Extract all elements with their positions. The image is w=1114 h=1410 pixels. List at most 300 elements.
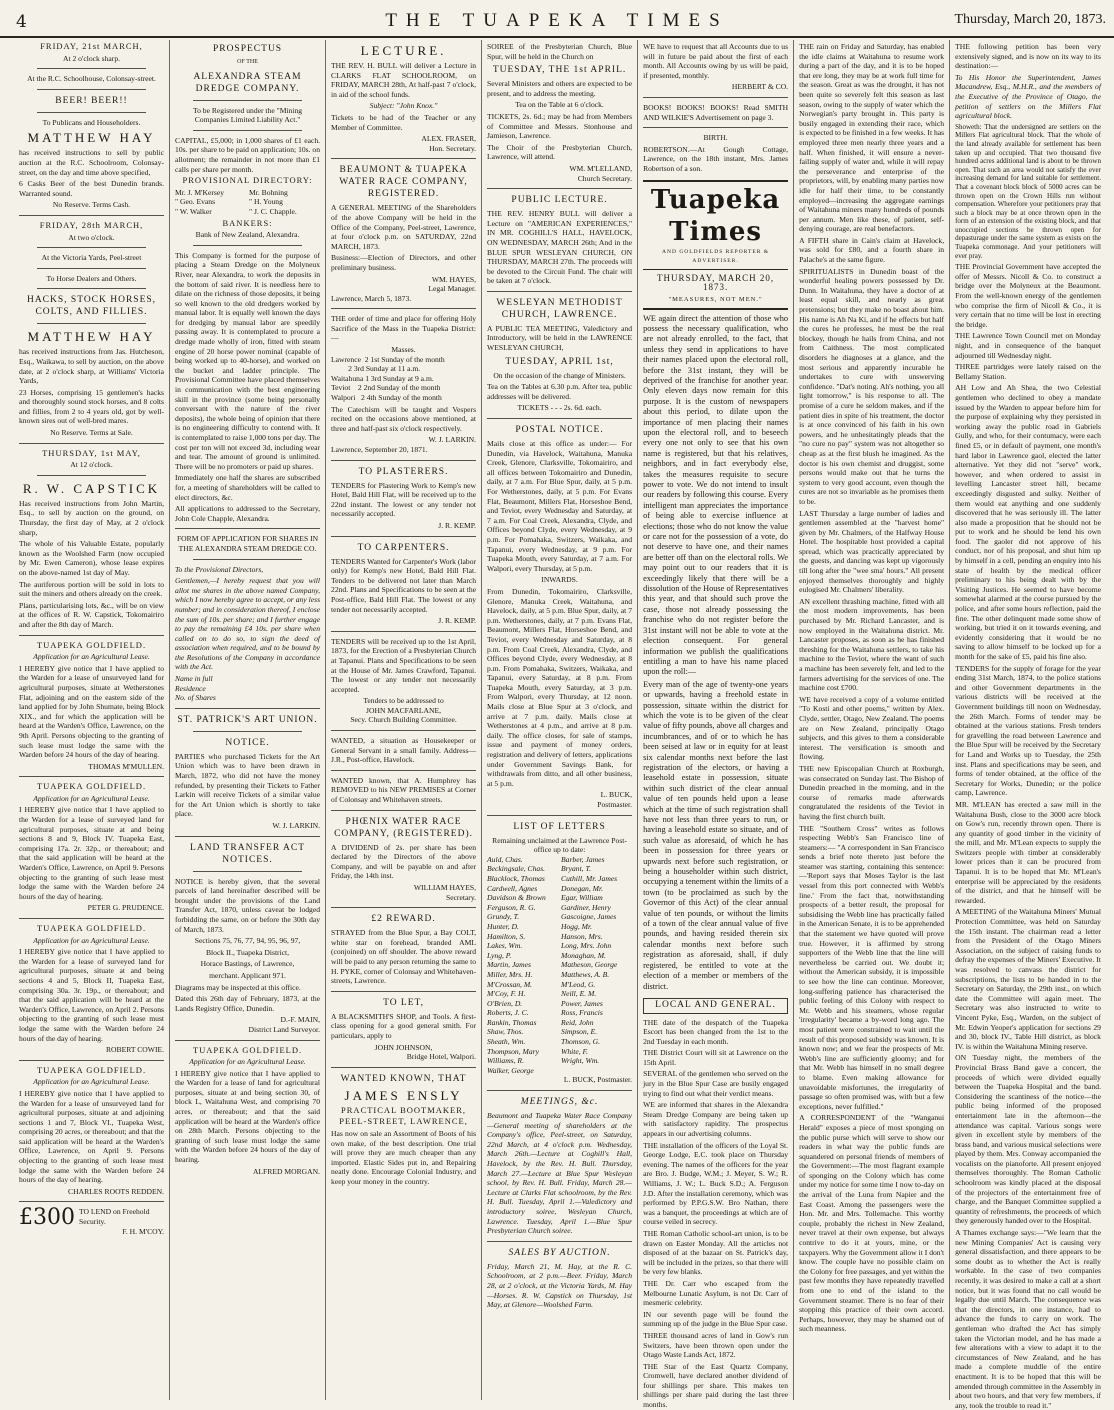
lecture-signature: ALEX. FRASER, [421, 134, 477, 144]
newspaper-title: THE TUAPEKA TIMES [385, 10, 729, 31]
letter-addressee: Martin, James [487, 960, 531, 970]
divider [193, 130, 302, 131]
letters-row [487, 884, 632, 894]
wesleyan-tea: Tea on the Tables at 6.30 p.m. After tea, public addresses will be delivered. [487, 382, 633, 401]
capstick-body-4: Plans, particularising lots, &c., will be on view at the offices of R. W. Capstick, Tokomairiro and after the 8th day of March. [19, 600, 165, 629]
herbert-signature: HERBERT & CO. [731, 82, 789, 92]
to-let-body: A BLACKSMITH'S SHOP, and Tools. A first-class opening for a good general smith. For particulars, apply to [331, 1011, 477, 1040]
news-paragraph: THE new Episcopalian Church at Roxburgh, was consecrated on Sunday last. The Bishop of Dunedin preached in the morning, and in the course of remarks made afterwards congratulated the residents of the Teviot in having the first church built. [799, 763, 945, 821]
gold-heading: TUAPEKA GOLDFIELD. [192, 1044, 303, 1055]
letter-addressee: Long, Mrs. John [561, 941, 612, 951]
auctioneer-name: MATTHEW HAY [27, 130, 156, 146]
column-6 [794, 40, 950, 1400]
mass-row: 2 3rd Sunday at 11 a.m. [331, 364, 421, 374]
letters-list [487, 855, 632, 1076]
divider [487, 188, 632, 189]
letters-row [487, 912, 632, 922]
prospectus-heading: PROSPECTUS [212, 44, 283, 54]
masthead-motto: "MEASURES, NOT MEN." [643, 295, 788, 310]
books-notice: BOOKS! BOOKS! BOOKS! Read SMITH AND WILKIE'S Advertisement on page 3. [643, 102, 789, 122]
prospectus-of-the: OF THE [237, 59, 258, 65]
sale1-terms: No Reserve. Terms Cash. [52, 200, 131, 210]
divider [643, 127, 788, 128]
gold2-subheading: Application for an Agricultural Lease. [33, 793, 150, 803]
ensly-body: Has now on sale an Assortment of Boots of his own make, of the best description. One trial will prove they are much cheaper than any imported. Elastic Sides put in, and Repairing neatly done. Encourage Colonial Industry, and keep your money in the country. [331, 1128, 477, 1186]
divider [487, 418, 632, 419]
land-sections: Sections 75, 76, 77, 94, 95, 96, 97, [194, 936, 301, 946]
capstick-body: Has received instructions from John Martin, Esq., to sell by auction on the ground, on Thursday, the first day of May, at 2 o'clock sharp, [19, 498, 165, 537]
local-item: SEVERAL of the gentlemen who served on the jury in the Blue Spur Case are busily engaged trying to find out what their verdict means. [643, 1069, 789, 1098]
letter-addressee: M'Crossan, M. [487, 979, 533, 989]
letter-addressee: M'Coy, F. H. [487, 989, 526, 999]
gold1-subheading: Application for an Agricultural Lease. [33, 652, 150, 662]
local-item: THE Roman Catholic school-art union, is to be drawn on Easter Monday. All the articles not disposed of at the bazaar on St. Patrick's day, will be included in the prizes, so that there will be very few blanks. [643, 1228, 789, 1277]
bankers-name: Bank of New Zealand, Alexandra. [195, 230, 300, 240]
sale2-heading: HACKS, STOCK HORSES, COLTS, AND FILLIES. [26, 295, 157, 318]
postal-notice-heading: POSTAL NOTICE. [515, 425, 604, 436]
phoenix-signature-title: Secretary. [445, 892, 477, 902]
water-race-business: Business:—Election of Directors, and other preliminary business. [331, 253, 477, 272]
divider [19, 215, 164, 216]
letter-addressee: White, F. [561, 1046, 589, 1056]
news-paragraph: THE "Southern Cross" writes as follows respecting Webb's San Francisco line of steamers:— "A correspondent in San Francisco sends a brief note thereto just before the steamer was starting, containing this sentence:—'Report says that Moses Taylor is the last vessel from this port connected with Webb's line.' From the fact that, notwithstanding prospects of a better result, the proposal for subsidising the Webb line has practically failed in the American Senate, it is to be apprehended that the statement we have quoted will prove true. However, it is affirmed by strong supporters of the Webb line that the line will nevertheless be carried out. We doubt it; without the American subsidy, it is impossible to see how the line can continue. Moreover, long-suffering patience has characterised the public feeling of this Colony with respect to Mr. Webb and his steamers, whose regular 'irregularity' became a by-word long ago. The most patient were constrained to wait until the result of this proposed subsidy was known. It is known now; and we fear the prospects of Mr. Webb's line are sufficiently gloomy; and for that Mr. Webb has himself in no small degree to blame. Even making allowance for unavoidable misfortunes, the irregularity of passage so often promised was, with but a few exceptions, never fulfilled." [799, 823, 945, 1111]
gold-subheading: Application for an Agricultural Lease. [189, 1057, 306, 1067]
letter-addressee: Rankin, Thomas [487, 1017, 537, 1027]
letters-row [487, 951, 632, 961]
divider [175, 1040, 320, 1041]
divider [331, 158, 476, 159]
gold1-body: I HEREBY give notice that I have applied to the Warden for a lease of unsurveyed land for agricultural purposes, situate at Wetherstones Flat, adjoining and on the eastern side of the land applied for by John Shumate, being Block XIX., and for which the application will be heard at the Warden's Office, Lawrence, on the 9th April. Persons objecting to the granting of such lease must lodge the same with the Warden before 24 hours of the day of hearing. [19, 663, 165, 760]
director: " W. Walker [175, 206, 212, 216]
directors-row [175, 197, 320, 207]
news-paragraph: AN excellent thrashing machine, fitted with all the most modern improvements, has been purchased by Mr. Richard Lancaster, and is now employed in the Waitahuna district. Mr. Lancaster proposes, as soon as he has finished threshing for the Waitahuna settlers, to take his machine to the Teviot, where the want of such a machine has been severely felt, and led to the farmers advertising for the services of one. The machine cost £700. [799, 596, 945, 693]
divider [19, 1060, 164, 1061]
gold-body: I HEREBY give notice that I have applied to the Warden for a lease of land for agricultural purposes, situate at and being section 30, of block L, Waitahuna West, and comprising 70 acres, or thereabout; and that the said application will be heard at the Warden's office on 28th March. Persons objecting to the granting of such lease must lodge the same with the Warden before 24 hours of the day of hearing. [175, 1068, 321, 1165]
form-heading: FORM OF APPLICATION FOR SHARES IN THE ALEXANDRA STEAM DREDGE CO. [176, 534, 319, 553]
birth-heading: BIRTH. [703, 133, 728, 143]
news-paragraph: MR. M'LEAN has erected a saw mill in the Waitahuna Bush, close to the 3000 acre block on Gow's run, recently thrown open. There is any quantity of good timber in the vicinity of the mill, and Mr. M'Lean expects to supply the Switzers people with timber at considerably lower prices than it can be procured from Tapanui. It is to be hoped that Mr. M'Lean's enterprise will be appreciated by the residents of the district, and that he himself will be rewarded. [955, 799, 1101, 905]
herbert-notice: WE have to request that all Accounts due to us will in future be paid about the first of each month. All Accounts owing by us will be paid, if presented, monthly. [643, 42, 789, 80]
letter-addressee: Thompson, Mary [487, 1046, 539, 1056]
masthead-title: Tuapeka Times [643, 180, 788, 248]
land-block: Block II., Tuapeka District, [205, 947, 290, 957]
directors-row [175, 207, 320, 217]
letter-addressee: Williams, R. [487, 1056, 524, 1066]
local-and-general-heading: LOCAL AND GENERAL. [643, 998, 788, 1014]
letters-row [487, 941, 632, 951]
capstick-body-2: The whole of his Valuable Estate, popularly known as the Woolshed Farm (now occupied by Mr. Ewen Cameron), whose lease expires on the above-named 1st day of May. [19, 539, 165, 577]
news-paragraph: A CORRESPONDENT of the "Wanganui Herald" exposes a piece of most sponging on the public purse which will serve to show our readers in what way the public funds are squandered on personal friends of members of the Government:—The most flagrant example of sponging on the Colony which has come under my notice for some time I now to-day on the arrival of the Luna from Napier and the East Coast. Among the passengers were the Hon. Mr. and Mrs. Tollemache. This worthy couple, probably the richest in New Zealand, never travel at their own expense, but always contrive to do it at yours, mine, or the taxpayers. Why the Government allow it I don't know. The couple have no possible claim on the Colony for free passages, and yet within the past few months they have repeatedly travelled from one to end of the island to the Government steamer. There is no fear of their stopping this practice of their own accord. Perhaps, however, they may be shamed out of such meanness. [799, 1113, 945, 1334]
sale2-time: At two o'clock. [68, 232, 115, 242]
divider [331, 730, 476, 731]
form-name-field: Name in full [175, 674, 213, 684]
land-transfer-heading: LAND TRANSFER ACT NOTICES. [190, 842, 306, 865]
prospectus-body-2: Immediately one half the shares are subscribed for, a meeting of shareholders will be called to elect directors, &c. [175, 473, 321, 502]
gold3-body: I HEREBY give notice that I have applied to the Warden for a lease of surveyed land for agricultural purposes, situate at and being sections 4 and 5, Block II, Tuapeka East, comprising 30a. 3r. 19p., or thereabout; and that the said application will be heard at the Warden's Office, Lawrence, on April 2. Persons objecting to the granting of such lease must lodge the same with the Warden before 24 hours of the day of hearing. [19, 947, 165, 1043]
divider [331, 770, 476, 771]
postal-signature-title: Postmaster. [597, 800, 633, 809]
sale2-date: FRIDAY, 28th MARCH, [39, 219, 144, 230]
local-item: THE installation of the officers of the Loyal St. George Lodge, E.C. took place on Thursday evening. The names of the officers for the year are Bro. J. Budge, W.M.; J. Meyer, S. W.; R. Williams, J. W.; L. Buck S.D.; A. Ferguson J.D. After the installation ceremony, which was performed by P.P.G.S.W. Bro Nathan, there was a banquet, the proceedings at which are of course veiled in secrecy. [643, 1140, 789, 1227]
letters-subheading: Remaining unclaimed at the Lawrence Post-office up to date: [492, 835, 627, 855]
letter-addressee: Barber, James [561, 854, 605, 864]
soiree-date: TUESDAY, THE 1st APRIL. [492, 65, 627, 76]
prospectus-body-3: All applications to addressed to the Secretary, John Cole Chapple, Alexandra. [175, 504, 321, 523]
divider [193, 245, 302, 246]
letter-addressee: O'Brien, D. [487, 998, 523, 1008]
mass-row: Walpori 2 4th Sunday of the month [331, 393, 442, 403]
loan-text: TO LEND on Freehold Security. [79, 1207, 150, 1227]
divider [37, 475, 146, 476]
soiree-body: SOIREE of the Presbyterian Church, Blue Spur, will be held in the Church on [487, 42, 633, 61]
gold4-body: I HEREBY give notice that I have applied to the Warden for a lease of unsurveyed land for agricultural purposes, situate at and adjoining sections 1 and 7, Block VI., Tuapeka West, comprising 20 acres, or thereabout; and that the said application will be heard at the Warden's Office, Lawrence, on April 9. Persons objecting to the granting of such lease must lodge the same with the Warden before 24 hours of the day of hearing. [19, 1088, 165, 1185]
gold3-signature: ROBERT COWIE. [105, 1045, 165, 1055]
soiree-tickets: TICKETS, 2s. 6d.; may be had from Members of Committee and Messrs. Stonhouse and Jamieson, Lawrence. [487, 111, 633, 141]
news-paragraph: THREE partridges were lately raised on the Bellamy Station. [955, 362, 1101, 381]
letter-addressee: Matthews, A. B. [561, 969, 610, 979]
news-paragraph: TENDERS for the supply of forage for the year ending 31st March, 1874, to the police stations and other Government departments in the various districts will be received at the Government buildings till noon on Wednesday, the 26th March. Forms of tender may be obtained at the various stations. Fresh tenders for gravelling the road between Lawrence and the Blue Spur will be received by the Secretary for Land and Works up to Tuesday, the 25th inst. Plans and specifications may be seen, and forms of tender obtained, at the office of the Secretary for Works, Dunedin; or the police camp, Lawrence. [955, 663, 1101, 798]
carpenters-heading: TO CARPENTERS. [357, 542, 450, 553]
letters-row [487, 855, 632, 865]
land-signature: D.-F. MAIN, [280, 1015, 321, 1025]
letter-addressee: Cardwell, Agnes [487, 883, 538, 893]
to-let-heading: TO LET, [383, 997, 425, 1008]
mass-row: Waitahuna 1 3rd Sunday at 9 a.m. [331, 373, 434, 383]
phoenix-body: A DIVIDEND of 2s. per share has been declared by the Directors of the above Company, and will be payable on and after Friday, the 14th inst. [331, 842, 477, 881]
divider [331, 631, 476, 632]
birth-body: ROBERTSON.—At Gough Cottage, Lawrence, on the 18th instant, Mrs. James Robertson of a son. [643, 144, 789, 173]
letter-addressee: Gascoigne, James [561, 912, 617, 922]
lecture-body: THE REV. H. BULL will deliver a Lecture in CLARKS FLAT SCHOOLROOM, on FRIDAY, MARCH 28th, At half-past 7 o'clock, in aid of the school funds. [331, 61, 477, 99]
letters-row [487, 980, 632, 990]
letters-row [487, 989, 632, 999]
gold2-body: I HEREBY give notice that I have applied to the Warden for a lease of surveyed land for agricultural purposes, situate at and being sections 8 and 9, Block IV. Tuapeka East, comprising 17a. 2r. 32p., or thereabout; and that the said application will be heard at the Warden's Office, Lawrence, on April 9. Persons objecting to the granting of such lease must lodge the same with the Warden before 24 hours of the day of hearing. [19, 805, 165, 901]
divider [37, 112, 146, 113]
public-lecture-body: THE REV. HENRY BULL will deliver a Lecture on "AMERICAN EXPERIENCES," IN MR. COGHILL'S HALL, HAVELOCK, ON WEDNESDAY, MARCH 26th; And in the BLUE SPUR WESLEYAN CHURCH, ON THURSDAY, MARCH 27th. The proceeds will be devoted to the Circuit Fund. The chair will be taken at 7 o'clock. [487, 209, 633, 286]
sale1-body: has received instructions to sell by public auction at the R.C. Schoolroom, Colonsay-street, on the day and time above specified, [19, 148, 165, 177]
plasterers-signature: J. R. KEMP. [438, 520, 477, 530]
letters-row [487, 1037, 632, 1047]
divider [175, 708, 320, 709]
local-item: THE District Court will sit at Lawrence on the 15th April. [643, 1048, 789, 1067]
directory-heading: PROVISIONAL DIRECTORY: [182, 175, 313, 186]
sale1-place: At the R.C. Schoolhouse, Colonsay-street. [27, 74, 156, 84]
letter-addressee: Sheath, Wm. [487, 1037, 526, 1047]
gold4-signature: CHARLES ROOTS REDDEN. [68, 1186, 165, 1196]
letter-addressee: Hamilton, S. [487, 931, 526, 941]
wesleyan-heading: WESLEYAN METHODIST CHURCH, LAWRENCE. [496, 297, 623, 320]
gold2-signature: PETER G. PRUDENCE. [87, 903, 165, 913]
land-signature-title: District Land Surveyor. [248, 1024, 321, 1034]
lecture-tickets: Tickets to be had of the Teacher or any Member of Committee. [331, 112, 477, 132]
church-tenders-signature: JOHN MACFARLANE, [366, 705, 442, 715]
letter-addressee: Simpson, E. [561, 1027, 598, 1037]
news-paragraph: THE Provincial Government have accepted the offer of Messrs. Nicoll & Co. to construct a bridge over the Molyneux at the Beaumont. From the well-known energy of the gentlemen who comprise the firm of Nicoll & Co., it is very certain that no time will be lost in erecting the bridge. [955, 262, 1101, 329]
lecture-heading: LECTURE. [360, 43, 447, 58]
sale3-date: THURSDAY, 1st MAY, [42, 447, 141, 458]
divider [487, 1241, 632, 1242]
postal-inwards: From Dunedin, Tokomairiro, Clarksville, Glenore, Manuka Creek, Waitahuna, and Havelock, daily, at 5 p.m. Blue Spur, daily, at 7 p.m. Wetherstones, daily, at 7 p.m. Evans Flat, Beaumont, Millers Flat, Horseshoe Bend, and Teviot, every Wednesday and Saturday, at 8 p.m. From Coal Creek, Alexandra, Clyde, and Offices beyond Clyde, every Wednesday, at 8 p.m. From Pomahaka, Switzers, Waikaka, and Tapanui, every Saturday, at 8 p.m. From Tuapeka Mouth, every Saturday, at 3 p.m. From Walpori, every Thursday, at 12 noon. Mails close at Blue Spur at 3 o'clock, and arrive at 7 p.m. daily. Mails close at Wetherstones at 4 p.m., and arrive at 8 p.m. daily. The office closes, for sale of stamps, issue and payment of money orders, registration and delivery of letters, applications under Government Savings Bank, for withdrawals from ditto, and all other business, at 5 p.m. [487, 586, 633, 788]
news-paragraph: THE following petition has been very extensively signed, and is now on its way to its destination:— [955, 42, 1101, 71]
gold3-subheading: Application for an Agricultural Lease. [33, 935, 150, 945]
director: " H. Young [248, 197, 283, 207]
art-union-heading: ST. PATRICK'S ART UNION. [177, 714, 318, 725]
letters-row [487, 932, 632, 942]
page-number: 4 [16, 12, 27, 32]
local-item: THREE thousand acres of land in Gow's run Switzers, have been thrown open under the Otago Waste Lands Act, 1872. [643, 1330, 789, 1360]
divider [37, 247, 146, 248]
phoenix-heading: PHŒNIX WATER RACE COMPANY, (REGISTERED). [334, 816, 473, 839]
letters-row [487, 1056, 632, 1066]
sale1-time: At 2 o'clock sharp. [62, 53, 121, 63]
loan-notice [19, 1207, 164, 1236]
mass-signature: W. J. LARKIN. [428, 435, 477, 445]
news-paragraph: A FIFTH share in Cain's claim at Havelock, was sold for £80, and a fourth share in Palache's at the same figure. [799, 235, 945, 265]
soiree-choir: The Choir of the Presbyterian Church, Lawrence, will attend. [487, 142, 633, 162]
letters-row [487, 960, 632, 970]
sales-heading: SALES BY AUCTION. [508, 1247, 611, 1258]
petition-address: To His Honor the Superintendent, James Macandrew, Esq., M.H.R., and the members of the Executive of the Province of Otago, the petition of settlers on the Millers Flat agricultural block. [955, 72, 1101, 121]
divider [193, 731, 302, 732]
water-race-heading: BEAUMONT & TUAPEKA WATER RACE COMPANY, REGISTERED. [339, 165, 468, 200]
sale1-date: FRIDAY, 21st MARCH, [40, 41, 143, 51]
lecture-subject: Subject: "John Knox." [369, 101, 438, 111]
divider [19, 918, 164, 919]
divider [19, 1201, 164, 1202]
sale2-terms: No Reserve. Terms at Sale. [50, 428, 133, 438]
letter-addressee: Power, James [561, 998, 603, 1008]
letter-addressee: Roberts, J. C. [487, 1008, 529, 1018]
company-name: ALEXANDRA STEAM DREDGE COMPANY. [193, 71, 302, 94]
divider [175, 836, 320, 837]
art-union-signature: W. J. LARKIN. [272, 821, 321, 830]
to-let-signature: JOHN JOHNSON, [374, 1042, 433, 1052]
news-paragraph: SPIRITUALISTS in Dunedin boast of the wonderful healing powers possessed by Dr. Dunn. In Waitahuna, they have a doctor of at least equal skill, and nearly as great pretensions; but they make no boast about him. His name is Ah Na Ki, and if he effects but half the cures he professes, he must be the real blockey, though he hails from China, and not from Caithness. The most complicated disorders he diagnoses at a glance, and the most serious and apparently incurable he undertakes to cure with unswerving confidence. "Dat's noting. Ah's nothing, you all light tomorrow," is his response to all. The promise of a cure he seldom makes, and if the patient dies in spite of his treatment, the doctor is at once convinced of his faith in his own powers, and he unhesitatingly pleads that the "no cure no pay" system was not altogether so cheap as at the first blush he imagined. As the doctor is his own chemist and druggist, some persons would make out that he turns the system to very good account, even though the cures are not so invariable as he promises them to be. [799, 266, 945, 506]
news-paragraph: WE have received a copy of a volume entitled "To Kosti and other poems," written by Alex. Clyde, settler, Otago, New Zealand. The poems are on New Zealand, principally Otago subjects, and this gives to them a considerable interest. The versification is smooth and flowing. [799, 694, 945, 762]
columns [14, 40, 1106, 1410]
sales-body: Friday, March 21, M. Hay, at the R. C. Schoolroom, at 2 p.m.—Beer. Friday, March 28, at 2 o'clock, at the Victoria Yards, M. Hay—Horses. R. W. Capstick on Thursday, 1st May, at Glenore—Woolshed Farm. [487, 1261, 633, 1310]
letter-addressee: M'Leod, G. [561, 979, 596, 989]
sale2-place: At the Victoria Yards, Peel-street [41, 253, 142, 263]
meetings-body: Beaumont and Tuapeka Water Race Company—General meeting of shareholders at the Company's office, Peel-street, on Saturday, 22nd March, at 4 o'clock p.m. Wednesday, March 26th.—Lecture at Coghill's Hall, Havelock, by the Rev. H. Bull. Thursday, March 27.—Lecture at Blue Spur Wesleyan school, by Rev. H. Bull. Friday, March 28.—Lecture at Clarks Flat schoolroom, by the Rev. H. Bull. Tuesday, April 1.—Valedictory and introductory soiree, Wesleyan Church, Lawrence. Tuesday, April 1.—Blue Spur Presbyterian Church soiree. [487, 1111, 633, 1236]
letter-addressee: Shaw, Thos. [487, 1027, 524, 1037]
church-tenders-to: Tenders to be addressed to [363, 696, 444, 706]
masthead-subtitle: AND GOLDFIELDS REPORTER & ADVERTISER. [643, 248, 788, 270]
letters-row [487, 874, 632, 884]
letter-addressee: Monaghan, M. [561, 950, 606, 960]
letters-row [487, 903, 632, 913]
capital-text: CAPITAL, £5,000; in 1,000 shares of £1 each. 10s. per share to be paid on application; 10s. on allotment; the remainder in not more than £1 calls per share per month. [175, 135, 321, 174]
divider [37, 323, 146, 324]
letter-addressee: Grundy, T. [487, 912, 520, 922]
soiree-tea: Tea on the Table at 6 o'clock. [515, 100, 604, 110]
water-race-body: A GENERAL MEETING of the Shareholders of the above Company will be held in the Office of the Company, Peel-street, Lawrence, at four o'clock p.m. on SATURDAY, 22nd MARCH, 1873. [331, 203, 477, 251]
notice-label: NOTICE. [225, 737, 270, 748]
letter-addressee: Cuthill, Mr. James [561, 873, 618, 883]
divider [19, 635, 164, 636]
divider [331, 536, 476, 537]
soiree-signature: WM. M'LELLAND, [569, 163, 633, 173]
letter-addressee: Hanson, Mrs. [561, 931, 603, 941]
wanted-housekeeper: WANTED, a situation as Housekeeper or General Servant in a small family. Address—J.R., Post-office, Havelock. [331, 736, 477, 765]
letter-addressee [561, 1066, 632, 1076]
water-race-signature-title: Legal Manager. [428, 284, 477, 294]
local-item: THE Dr. Carr who escaped from the Melbourne Lunatic Asylum, is not Dr. Carr of mesmeric celebrity. [643, 1278, 789, 1308]
letter-addressee: Walker, George [487, 1065, 534, 1075]
postal-outwards: Mails close at this office as under:— For Dunedin, via Havelock, Waitahuna, Manuka Creek, Glenore, Clarksville, Tokomairiro, and all offices between Tokomairiro and Dunedin, daily, at 7 a.m. For Blue Spur, daily, at 5 p.m. For Wetherstones, daily, at 5 p.m. For Evans Flat, Beaumont, Millers Flat, Horseshoe Bend, and Teviot, every Wednesday and Saturday, at 7 a.m. For Coal Creek, Alexandra, Clyde, and Offices beyond Clyde, every Wednesday, at 9 p.m. For Pomahaka, Switzers, Waikaka, and Tapanui, every Wednesday, at 9 p.m. For Tuapeka Mouth, every Saturday, at 7 a.m. For Walpori, every Thursday, at 5 p.m. [487, 439, 633, 573]
issue-date: Thursday, March 20, 1873. [954, 12, 1106, 27]
news-paragraph: ON Tuesday night, the members of the Provincial Brass Band gave a concert, the proceeds of which were divided equally between the Tuapeka Hospital and the band. Considering the scantiness of the notice—the public being informed of the proposed entertainment late in the afternoon—the attendance was capital. Various songs were given in excellent style by members of the brass band, and various musical selections were played by them. Mrs. Conway accompanied the vocalists on the pianoforte. All present enjoyed themselves thoroughly. The Roman Catholic schoolroom was kindly placed at the disposal of the projectors of the entertainment free of charge, and the Banquet Committee supplied a quantity of refreshments, the proceeds of which they generously handed over to the Hospital. [955, 1053, 1101, 1226]
water-race-date: Lawrence, March 5, 1873. [331, 293, 412, 303]
sale1-to: To Publicans and Householders. [42, 117, 141, 127]
wanted-known-humphrey: WANTED known, that A. Humphrey has REMOVED to his NEW PREMISES at Corner of Colonsay and Whitehaven streets. [331, 775, 477, 805]
to-let-signature-title: Bridge Hotel, Walpori. [406, 1052, 477, 1062]
letter-addressee: Miller, Mrs. H. [487, 969, 533, 979]
carpenters-signature: J. R. KEMP. [438, 616, 477, 626]
phoenix-signature: WILLIAM HAYES, [413, 883, 477, 892]
divider [331, 460, 476, 461]
gold2-heading: TUAPEKA GOLDFIELD. [36, 781, 147, 792]
plasterers-body: TENDERS for Plastering Work to Kemp's new Hotel, Bald Hill Flat, will be received up to the 22nd instant. The lowest or any tender not necessarily accepted. [331, 480, 477, 519]
letter-addressee: Wright, Wm. [561, 1056, 600, 1066]
letters-row [487, 999, 632, 1009]
gold-signature: ALFRED MORGAN. [252, 1166, 321, 1176]
letter-addressee: Egar, William [561, 893, 603, 903]
divider [37, 89, 146, 90]
divider [37, 268, 146, 269]
sale3-time: At 12 o'clock. [70, 460, 113, 470]
gold3-heading: TUAPEKA GOLDFIELD. [36, 923, 147, 933]
ensly-heading: WANTED KNOWN, THAT [340, 1073, 467, 1084]
letters-row [487, 1008, 632, 1018]
divider [193, 559, 302, 560]
letter-addressee: Bryant, T. [561, 864, 592, 874]
news-paragraph: A MEETING of the Waitahuna Miners' Mutual Protection Committee, was held on Saturday the 15th instant. The chairman read a letter from the President of the Otago Miners Association, on the subject of raising funds to defray the expenses of the Miners' Executive. It was resolved to canvass the district for subscriptions, the lists to be handed in to the Secretary on Saturday, the 29th inst., on which date the Committee will again meet. The Secretary was also instructed to write to Vincent Pyke, Esq., Warden, on the subject of Mr. Edwin Yeoper's application for sections 29 and 30, block IV., Table Hill district, as block IV. is within the Waitahuna Mining reserve. [955, 907, 1101, 1051]
local-item: THE date of the despatch of the Tuapeka Escort has been changed from the 1st to the 2nd Tuesday in each month. [643, 1017, 789, 1046]
letters-row [487, 893, 632, 903]
letter-addressee: Donegan, Mr. [561, 883, 603, 893]
soiree-signature-title: Church Secretary. [577, 173, 633, 183]
land-owner: Horace Bastings, of Lawrence, [200, 959, 295, 969]
local-item: IN our seventh page will be found the summing up of the judge in the Blue Spur case. [643, 1309, 789, 1329]
local-item: WE are informed that shares in the Alexandra Steam Dredge Company are being taken up with satisfactory rapidity. The prospectus appears in our advertising columns. [643, 1100, 789, 1139]
ensly-trade: PRACTICAL BOOTMAKER, [341, 1104, 467, 1115]
letter-addressee: Auld, Chas. [487, 854, 523, 864]
divider [193, 100, 302, 101]
church-tenders-body: TENDERS will be received up to the 1st April, 1873, for the Erection of a Presbyterian Church at Tapanui. Plans and Specifications to be seen at the House of Mr. James Crawford, Tapanui. The lowest or any tender not necessarily accepted. [331, 636, 477, 694]
divider [37, 288, 146, 289]
form-shares-field: No. of Shares [175, 693, 216, 703]
letters-row [487, 970, 632, 980]
sale2-lot: 23 Horses, comprising 15 gentlemen's hacks and thoroughly sound stock horses, and 8 colts and fillies, from 2 to 4 years old, got by well-known sires out of well-bred mares. [19, 387, 165, 426]
land-dated: Dated this 26th day of February, 1873, at the Lands Registry Office, Dunedin. [175, 994, 321, 1013]
masthead-date: THURSDAY, MARCH 20, 1873. [657, 272, 775, 293]
mass-date: Lawrence, September 20, 1871. [331, 445, 428, 454]
letter-addressee: Blacklock, Thomas [487, 873, 545, 883]
divider [193, 871, 302, 872]
letters-signature: L. BUCK, Postmaster. [563, 1075, 633, 1085]
ensly-name: JAMES ENSLY [344, 1087, 463, 1103]
bankers-heading: BANKERS: [222, 217, 273, 228]
divider [331, 810, 476, 811]
water-race-signature: WM. HAYES, [431, 274, 477, 284]
director: Mr. J. M'Kersey [175, 187, 225, 197]
leader-paragraph-2: Every man of the age of twenty-one years or upwards, having a freehold estate in possession, situate within the district for which the vote is to be given of the clear value of fifty pounds, above all charges and incumbrances, and of or to which he has been seised at law or in equity for at least six calendar months next before the last registration of the electors, or having a leasehold estate in possession, situate within such district of the clear annual value of ten pounds held upon a lease which at the time of such registration shall have not less than three years to run, or having a leasehold estate so situate, and of such value as aforesaid, of which he has been in possession for three years or upwards next before such registration, or being a householder within such district, occupying a tenement within the limits of a town (to be proclaimed as such by the Governor of this Act) of the clear annual value of ten pounds, or without the limits of a town of the clear annual value of five pounds, and having resided therein six calendar months next before such registration as aforesaid, shall, if duly registered, be entitled to vote at the election of a member or members of the district. [643, 679, 789, 991]
mass-body: THE order of time and place for offering Holy Sacrifice of the Mass in the Tuapeka District:— [331, 314, 477, 343]
letter-addressee: Lyng, P. [487, 950, 512, 960]
divider [487, 1090, 632, 1091]
letters-heading: LIST OF LETTERS [513, 821, 606, 832]
letter-addressee: Reid, John [561, 1017, 594, 1027]
divider [37, 68, 146, 69]
gold4-heading: TUAPEKA GOLDFIELD. [36, 1064, 147, 1075]
loan-amount: £300 [19, 1205, 75, 1231]
divider [487, 291, 632, 292]
mass-label: Masses. [391, 345, 416, 355]
wesleyan-occasion: On the occasion of the change of Ministers. [493, 370, 626, 380]
reward-heading: £2 REWARD. [371, 914, 436, 925]
letter-addressee: Ross, Francis [561, 1008, 603, 1018]
land-applicant: merchant. Applicant 971. [209, 970, 286, 980]
art-union-body: PARTIES who purchased Tickets for the Art Union which was to have been drawn in March, 1872, who did not have the money refunded, by presenting their Tickets to Father Larkin will receive Tickets of a similar value for the Art Union which is shortly to take place. [175, 751, 321, 819]
letter-addressee: Hogg, Mr. [561, 921, 593, 931]
land-diagrams: Diagrams may be inspected at this office. [175, 982, 301, 992]
church-tenders-signature-title: Secy. Church Building Committee. [350, 715, 457, 725]
divider [331, 907, 476, 908]
director: Mr. Bohning [248, 187, 288, 197]
news-paragraph: AH Low and Ah Shea, the two Celestial gentlemen who declined to obey a mandate issued by the Warden to appear before him for the purpose of explaining why they persisted in working away the public road in Gabriels Gully, and who, for their contumacy, were each fined £5, or in default of payment, one month's hard labor in Lawrence gaol, elected the latter alternative. Yet they did not "serve" work, however, and when ordered to assist in levelling Lancaster street hill, became exceedingly disgusted and sulky. Neither of them would eat anything and one suddenly discovered that he was seriously ill. The latter also made a proposition that he should not be put to work and he should be lend his own food. The gaoler did not approve of his conduct, nor of his proposal, and shut him up by himself in a cell, pending an enquiry into his state of health by the medical officer preliminary to his being dealt with by the Visiting Justices. He seemed to have become somewhat alarmed at the course pursued by the police, and after some hours reflection, paid the fine. The other delinquent made some show of working, but tried it on it towards evening, and evidently considering that it would be no saving to allow himself to be locked up for a month for the sake of £5, paid his fine also. [955, 383, 1101, 661]
divider [331, 308, 476, 309]
sale2-body: has received instructions from Jas. Hutcheson, Esq., Waikawa, to sell by auction, on the above date, at 2 o'clock sharp, at Williams' Victoria Yards, [19, 347, 165, 386]
capstick-body-3: The auriferous portion will be sold in lots to suit the miners and others already on the creek. [19, 579, 165, 599]
land-transfer-body: NOTICE is hereby given, that the several parcels of land hereinafter described will be brought under the provisions of the Land Transfer Act, 1870, unless caveat be lodged forbidding the same, on or before the 30th day of March, 1873. [175, 876, 321, 934]
divider [331, 991, 476, 992]
letters-row [487, 922, 632, 932]
postal-signature: L. BUCK, [600, 790, 633, 800]
soiree-body-2: Several Ministers and others are expected to be present, and to address the meeting. [487, 79, 633, 98]
form-body: Gentlemen,—I hereby request that you will allot me shares in the above named Company, which I now hereby agree to accept, or any less number; and in consideration thereof, I enclose the sum of 10s. per share; and I further engage to pay the remaining £4 10s. per share when called on to do so, to sign the deed of association when required, and to be bound by the Resolutions of the Company in accordance with the Act. [175, 576, 321, 672]
page-header [0, 6, 1114, 38]
letter-addressee: Davidson & Brown [487, 893, 546, 903]
carpenters-body: TENDERS Wanted for Carpenter's Work (labor only) for Kemp's new Hotel, Bald Hill Flat. Tenders to be delivered not later than March 22nd. Plans and Specifications to be seen at the Post-office, Bald Hill Flat. The lowest or any tender not necessarily accepted. [331, 556, 477, 614]
public-lecture-heading: PUBLIC LECTURE. [511, 195, 608, 206]
capstick-name: R. W. CAPSTICK [22, 480, 161, 496]
mass-body-2: The Catechism will be taught and Vespers recited on the occasions above mentioned, at three and half-past six o'clock respectively. [331, 404, 477, 433]
letter-addressee: Matheson, George [561, 960, 618, 970]
letter-addressee: Lakes, Wm. [487, 941, 523, 951]
divider [331, 1067, 476, 1068]
news-paragraph: A Thames exchange says:—"We learn that the new Mining Companies' Act is causing very general dissatisfaction, and there appears to be some doubt as to whether the Act is really workable. In the case of two companies recently, it was desired to make a call at a short notice, but it was found that no call would be legally due until March. The consequence was that the directors, in one instance, had to advance the funds to carry on work. The gentleman who drafted the Act has simply taken the Victorian model, and he has made a few alterations with a view to adapt it to the circumstances of New Zealand, and he has made a complete muddle of the entire enactment. It is to be hoped that this will be amended through committee in the Assembly in about two hours, and that very few members, if any, took the trouble to read it." [955, 1228, 1101, 1410]
letter-addressee: Ferguson, R. G. [487, 902, 536, 912]
column-2 [170, 40, 326, 1400]
letters-row [487, 1066, 632, 1076]
wesleyan-tickets: TICKETS - - - 2s. 6d. each. [517, 403, 602, 413]
column-4 [482, 40, 638, 1400]
prospectus-body: This Company is formed for the purpose of placing a Steam Dredge on the Molyneux River, near Alexandra, to work the deposits in the bottom of said river. It is needless here to dilate on the richness of those deposits, it being so well known to the old dredgers worked by manual labor. It is equally well known the days for dredging by manual labor are speedily passing away. It is contemplated to procure a dredge made wholly of iron, fitted with steam engine of 20 horse power nominal (capable of being worked up to 40-horse), and worked on the bucket and ladder principle. The Provisional Committee have placed themselves in communication with the best engineering skill in the province (some being personally conversant with the nature of the river deposits), the whole being of opinion that there is no engineering difficulty to contend with. It is contemplated to raise 1,000 tons per day. The cost per ton will not exceed 3d, including wear and tear. The amount of ground is unlimited. There will be no promoters or paid up shares. [175, 250, 321, 471]
news-paragraph: LAST Thursday a large number of ladies and gentlemen assembled at the "harvest home" given by Mr. Chalmers, of the Halfway House Hotel. The hospitable host provided a capital spread, which was practically appreciated by the guests, and dancing was kept up vigorously till long after the "wee sma' hours." All present enjoyed themselves thoroughly and highly eulogised Mr. Chalmers' liberality. [799, 508, 945, 595]
news-paragraph: THE rain on Friday and Saturday, has enabled the idle claims at Waitahuna to resume work during a part of the day, and it is to be hoped that ere long, they may be at work full time for the season. Great as was the drought, it has not been quite so severely felt this season as last season, owing to the supply of water which the Norwegian's party brought in. This party is busily engaged in extending their race, which is expected to be finished in a few weeks. It has employed three men nearly three years and a half. When finished, it will ensure a never-failing supply of water and, while it will repay the perseverance and enterprise of the proprietors, will, by enabling many parties now idle for half their time, to be constantly employed—increasing the aggregate earnings of Waitahuna miners many hundreds of pounds per annum. Men like these, of patient, self-denying courage, are real benefactors. [799, 42, 945, 234]
directors-row [175, 188, 320, 198]
column-3 [326, 40, 482, 1400]
letter-addressee: Neill, E. M. [561, 989, 597, 999]
wesleyan-body: A PUBLIC TEA MEETING, Valedictory and Introductory, will be held in the LAWRENCE WESLEYAN CHURCH, [487, 323, 633, 353]
letters-row [487, 1027, 632, 1037]
mass-row: Teviot 2 2nd Sunday of the month [331, 383, 441, 393]
letters-row [487, 864, 632, 874]
letter-addressee: Gardiner, Henry [561, 902, 611, 912]
sale1-lot: 6 Casks Beer of the best Dunedin brands. Warranted sound. [19, 179, 165, 198]
wesleyan-date: TUESDAY, APRIL 1st, [505, 356, 614, 367]
